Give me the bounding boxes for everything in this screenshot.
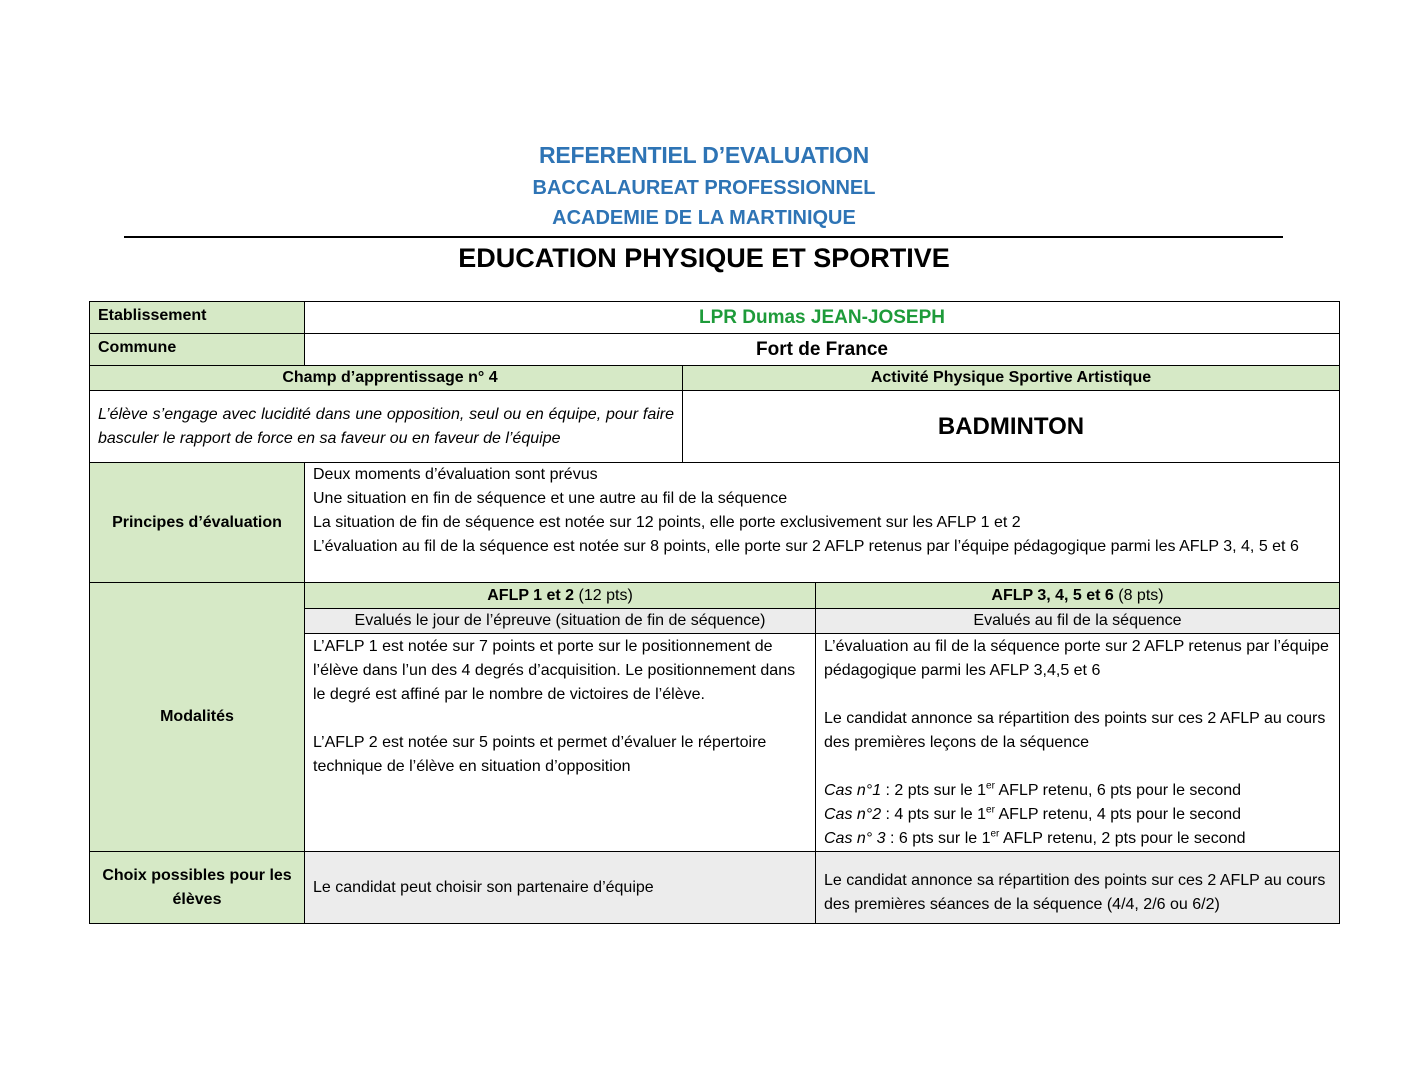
principes-line: Une situation en fin de séquence et une autre au fil de la séquence bbox=[313, 490, 788, 507]
principes-label: Principes d’évaluation bbox=[90, 463, 305, 583]
etablissement-value: LPR Dumas JEAN-JOSEPH bbox=[305, 302, 1340, 334]
principes-line: La situation de fin de séquence est notée sur 12 points, elle porte exclusivement sur les AFLP 1 et 2 bbox=[313, 514, 1021, 531]
case-text: AFLP retenu, 4 pts pour le second bbox=[994, 806, 1242, 823]
aflp3456-points: (8 pts) bbox=[1113, 586, 1164, 604]
case-superscript: er bbox=[986, 780, 995, 792]
case-line bbox=[824, 779, 1331, 803]
case-text: AFLP retenu, 2 pts pour le second bbox=[999, 830, 1246, 847]
aflp3456-content bbox=[816, 634, 1340, 852]
case-superscript: er bbox=[990, 828, 1000, 840]
case-text: AFLP retenu, 6 pts pour le second bbox=[994, 782, 1242, 799]
aflp12-paragraph-1: L’AFLP 1 est notée sur 7 points et porte sur le positionnement de l’élève dans l’un des 4 degrés d’acquisition. Le positionnement dans le degré est affiné par le nombre de victoires de l’élève. bbox=[313, 638, 796, 703]
row-choix bbox=[90, 852, 1340, 924]
aflp12-points: (12 pts) bbox=[574, 586, 633, 604]
doc-title: REFERENTIEL D’EVALUATION bbox=[539, 142, 869, 168]
principes-line: L’évaluation au fil de la séquence est notée sur 8 points, elle porte sur 2 AFLP retenus par l’équipe pédagogique parmi les AFLP 3, 4, 5 et 6 bbox=[313, 538, 1299, 555]
case-line bbox=[824, 827, 1331, 851]
aflp12-paragraph-2: L’AFLP 2 est notée sur 5 points et permet d’évaluer le répertoire technique de l’élève en situation d’opposition bbox=[313, 734, 767, 775]
doc-subtitle-bac: BACCALAUREAT PROFESSIONNEL bbox=[532, 177, 876, 199]
aflp3456-title: AFLP 3, 4, 5 et 6 bbox=[991, 586, 1114, 604]
aflp12-content bbox=[305, 634, 816, 852]
case-label: Cas n°2 bbox=[824, 806, 882, 823]
aflp12-subtitle: Evalués le jour de l’épreuve (situation de fin de séquence) bbox=[305, 609, 816, 634]
evaluation-table bbox=[89, 301, 1340, 924]
case-label: Cas n° 3 bbox=[824, 830, 886, 847]
aflp3456-paragraph-1: L’évaluation au fil de la séquence porte sur 2 AFLP retenus par l’équipe pédagogique parmi les AFLP 3,4,5 et 6 bbox=[824, 638, 1329, 679]
case-text: : 2 pts sur le 1 bbox=[881, 782, 987, 799]
doc-subtitle-academie: ACADEMIE DE LA MARTINIQUE bbox=[552, 207, 856, 229]
apsa-label: Activité Physique Sportive Artistique bbox=[683, 366, 1340, 391]
choix-label: Choix possibles pour les élèves bbox=[90, 852, 305, 924]
choix-left: Le candidat peut choisir son partenaire d’équipe bbox=[305, 852, 816, 924]
apsa-value: BADMINTON bbox=[683, 391, 1340, 463]
modalites-label: Modalités bbox=[90, 583, 305, 852]
champ-label: Champ d’apprentissage n° 4 bbox=[90, 366, 683, 391]
case-label: Cas n°1 bbox=[824, 782, 882, 799]
row-modalites-header bbox=[90, 583, 1340, 609]
aflp12-title: AFLP 1 et 2 bbox=[487, 586, 575, 604]
aflp3456-paragraph-2: Le candidat annonce sa répartition des points sur ces 2 AFLP au cours des premières leçons de la séquence bbox=[824, 710, 1326, 751]
case-superscript: er bbox=[986, 804, 995, 816]
choix-right: Le candidat annonce sa répartition des points sur ces 2 AFLP au cours des premières séances de la séquence (4/4, 2/6 ou 6/2) bbox=[816, 852, 1340, 924]
row-champ-content bbox=[90, 391, 1340, 463]
subject-title: EDUCATION PHYSIQUE ET SPORTIVE bbox=[458, 243, 950, 273]
aflp3456-subtitle: Evalués au fil de la séquence bbox=[816, 609, 1340, 634]
commune-label: Commune bbox=[90, 334, 305, 366]
header-divider bbox=[124, 236, 1283, 238]
row-commune bbox=[90, 334, 1340, 366]
row-champ-header bbox=[90, 366, 1340, 391]
principes-line: Deux moments d’évaluation sont prévus bbox=[313, 466, 598, 483]
row-principes bbox=[90, 463, 1340, 583]
commune-value: Fort de France bbox=[305, 334, 1340, 366]
aflp12-header bbox=[305, 583, 816, 609]
principes-content bbox=[305, 463, 1340, 583]
case-line bbox=[824, 803, 1331, 827]
case-text: : 6 pts sur le 1 bbox=[885, 830, 991, 847]
etablissement-label: Etablissement bbox=[90, 302, 305, 334]
champ-description: L’élève s’engage avec lucidité dans une opposition, seul ou en équipe, pour faire basculer le rapport de force en sa faveur ou en faveur de l’équipe bbox=[90, 391, 683, 463]
case-text: : 4 pts sur le 1 bbox=[881, 806, 987, 823]
row-etablissement bbox=[90, 302, 1340, 334]
aflp3456-header bbox=[816, 583, 1340, 609]
